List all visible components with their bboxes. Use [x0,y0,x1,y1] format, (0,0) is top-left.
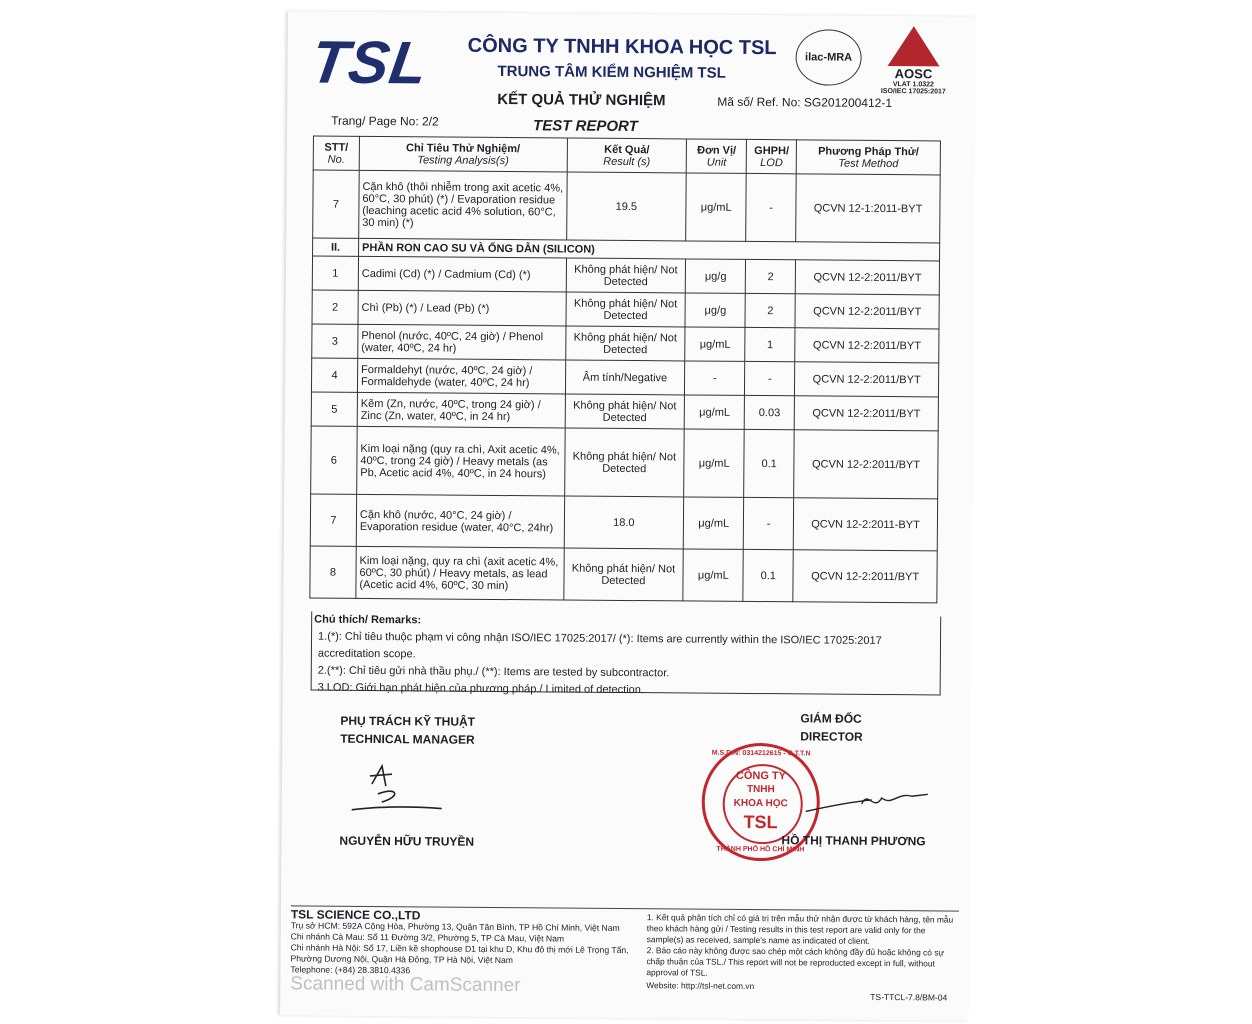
footer-contact: TSL SCIENCE CO.,LTD Trụ sở HCM: 592A Cộng Hòa, Phường 13, Quận Tân Bình, TP Hồ Chí Minh, Việt Nam Chi nhánh Cà Mau: Số 11 Đường 3/2, Phường 5, TP Cà Mau, Việt Nam Chi nhánh Hà Nội: Số 17, Liền kề shophouse D1 tại khu D, Khu đô thị mới Lê Trọng Tấn, Phường Dương Nội, Quận Hà Đông, TP Hà Nội, Việt Nam Telephone: (+84) 28.3810.4336 [290,909,641,978]
footer-company-name: TSL SCIENCE CO.,LTD [290,907,421,923]
remarks-title: Chú thích/ Remarks: [314,613,422,627]
report-title-vi: KẾT QUẢ THỬ NGHIỆM [497,90,666,110]
report-title-en: TEST REPORT [532,117,638,136]
aosc-logo [873,26,954,96]
table-row: 1 Cadimi (Cd) (*) / Cadmium (Cd) (*) Không phát hiện/ Not Detected μg/g 2 QCVN 12-2:2011/BYT [312,256,939,295]
technical-manager-signature [342,762,452,823]
page-number: Trang/ Page No: 2/2 [331,113,439,129]
technical-manager-title-en: TECHNICAL MANAGER [340,731,475,747]
table-row: 7 Cặn khô (thôi nhiễm trong axit acetic 4%, 60°C, 30 phút) (*) / Evaporation residue (leaching acetic acid 4% solution, 60°C, 30 min) (*) 19.5 μg/mL - QCVN 12-1:2011-BYT [313,170,941,243]
vlat-text: VLAT 1.0322 [892,81,934,89]
report-page [280,11,976,1020]
remarks-box [311,612,942,696]
col-header-result: Kết Quả/ Result (s) [567,138,687,173]
director-title-en: DIRECTOR [800,729,863,744]
director-name: HỒ THỊ THANH PHƯƠNG [781,833,926,849]
table-row: 3 Phenol (nước, 40ºC, 24 giờ) / Phenol (water, 40ºC, 24 hr) Không phát hiện/ Not Detected μg/mL 1 QCVN 12-2:2011/BYT [312,324,939,363]
table-header-row [313,136,940,175]
table-row: 5 Kẽm (Zn, nước, 40ºC, trong 24 giờ) / Zinc (Zn, water, 40ºC, in 24 hr) Không phát hiện/ Not Detected μg/mL 0.03 QCVN 12-2:2011/BYT [311,392,938,431]
director-signature [802,781,932,822]
director-title-vi: GIÁM ĐỐC [800,711,862,726]
col-header-analysis: Chỉ Tiêu Thử Nghiệm/ Testing Analysis(s) [359,136,567,172]
table-row: 4 Formaldehyt (nước, 40ºC, 24 giờ) / Formaldehyde (water, 40ºC, 24 hr) Âm tính/Negative - - QCVN 12-2:2011/BYT [311,358,938,397]
section-row: II. PHẦN RON CAO SU VÀ ỐNG DẪN (SILICON) [313,238,940,261]
test-results-table [309,136,941,604]
remark-2: 2.(**): Chỉ tiêu gửi nhà thầu phụ./ (**): Items are tested by subcontractor. [317,664,670,680]
col-header-no: STT/ No. [313,136,359,170]
aosc-triangle-icon [888,26,940,66]
ilac-text: ilac-MRA [805,51,853,64]
remark-1: 1.(*): Chỉ tiêu thuộc phạm vi công nhận ISO/IEC 17025:2017/ (*): Items are currently within the ISO/IEC 17025:2017 accreditation scope. [317,630,882,661]
col-header-method: Phương Pháp Thử/ Test Method [796,140,940,175]
company-name: CÔNG TY TNHH KHOA HỌC TSL [467,34,777,60]
form-code: TS-TTCL-7.8/BM-04 [870,991,948,1003]
company-stamp: M.S.D.N: 0314212615 - C.T.T.N CÔNG TY TNHH KHOA HỌC TSL THÀNH PHỐ HỒ CHÍ MINH [701,743,820,862]
aosc-text: AOSC [894,66,933,82]
footer-notes: 1. Kết quả phân tích chỉ có giá trị trên mẫu thử nhận được từ khách hàng, tên mẫu theo khách hàng gửi / Testing results in this test report are valid only for the sample(s) as received, sample's name as indicated of client. 2. Báo cáo này không được sao chép một cách không đầy đủ hoặc không có sự chấp thuận của TSL./ This report will not be reproducted except in full, without approval of TSL. Website: http://tsl-net.com.vn [646,912,954,992]
center-name: TRUNG TÂM KIỂM NGHIỆM TSL [497,62,726,82]
table-row: 6 Kim loại nặng (quy ra chì, Axit acetic 4%, 40ºC, trong 24 giờ) / Heavy metals (as Pb, Acetic acid 4%, 40ºC, in 24 hours) Không phát hiện/ Not Detected μg/mL 0.1 QCVN 12-2:2011/BYT [311,426,939,499]
technical-manager-name: NGUYỄN HỮU TRUYỀN [339,833,475,849]
col-header-unit: Đơn Vị/ Unit [687,139,747,173]
col-header-lod: GHPH/ LOD [746,139,796,173]
iso-text: ISO/IEC 17025:2017 [880,87,946,96]
reference-number: Mã số/ Ref. No: SG201200412-1 [717,94,893,111]
remark-3: 3.LOD: Giới hạn phát hiện của phương pháp./ Limited of detection. [317,681,645,697]
tsl-logo: TSL [306,28,433,97]
table-row: 8 Kim loại nặng, quy ra chì (axit acetic 4%, 60ºC, 30 phút) / Heavy metals, as lead (Acetic acid 4%, 60ºC, 30 min) Không phát hiện/ Not Detected μg/mL 0.1 QCVN 12-2:2011/BYT [310,546,937,603]
table-row: 2 Chì (Pb) (*) / Lead (Pb) (*) Không phát hiện/ Not Detected μg/g 2 QCVN 12-2:2011/BYT [312,290,939,329]
technical-manager-title-vi: PHỤ TRÁCH KỸ THUẬT [340,713,476,729]
table-row: 7 Cặn khô (nước, 40°C, 24 giờ) / Evaporation residue (water, 40°C, 24hr) 18.0 μg/mL - QCVN 12-2:2011-BYT [310,494,937,551]
ilac-mra-logo [795,29,861,86]
camscanner-watermark: Scanned with CamScanner [290,973,521,997]
